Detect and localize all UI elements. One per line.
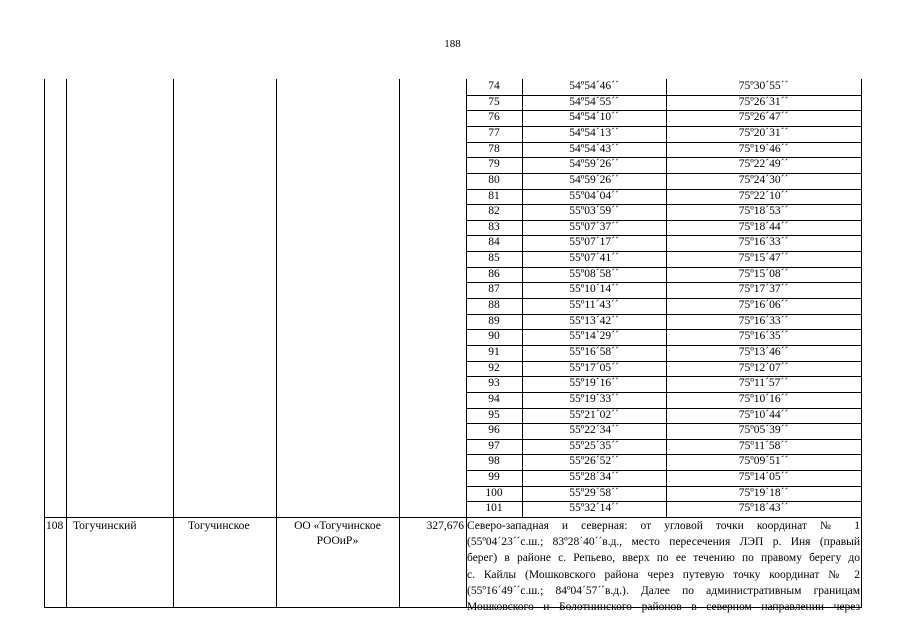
coordinate-number: 76	[488, 111, 500, 124]
longitude-value: 75º18´43´´	[738, 502, 789, 515]
area-value: 327,676	[426, 520, 464, 532]
description-line: с. Кайлы (Мошковского района через путевую точку координат № 2	[467, 568, 860, 581]
coordinate-row-separator	[466, 298, 861, 299]
coordinate-number: 86	[488, 267, 500, 280]
latitude-value: 55º22´34´´	[569, 424, 619, 437]
longitude-value: 75º11´57´´	[738, 377, 789, 390]
coordinate-number: 90	[488, 330, 500, 343]
longitude-value: 75º16´33´´	[738, 236, 789, 249]
boundary-description	[467, 518, 860, 615]
coordinate-row	[466, 470, 861, 486]
longitude-value: 75º12´07´´	[738, 361, 789, 374]
coordinate-row	[466, 173, 861, 189]
latitude-value: 55º17´05´´	[569, 361, 619, 374]
coordinate-row-separator	[466, 157, 861, 158]
coordinate-row	[466, 282, 861, 298]
coordinate-number: 88	[488, 299, 500, 311]
coordinate-row-separator	[466, 267, 861, 268]
coordinate-row-separator	[466, 408, 861, 409]
latitude-value: 55º03´59´´	[569, 205, 619, 218]
coordinate-row-separator	[466, 439, 861, 440]
organization-line-2: РООиР»	[316, 535, 359, 547]
longitude-value: 75º15´08´´	[738, 267, 789, 280]
coordinate-row	[466, 345, 861, 361]
latitude-value: 55º29´58´´	[569, 486, 619, 499]
latitude-value: 54º59´26´´	[569, 158, 619, 171]
coordinate-row-separator	[466, 486, 861, 487]
latitude-value: 55º08´58´´	[569, 267, 619, 280]
coordinate-number: 93	[488, 377, 500, 390]
coordinate-row	[466, 110, 861, 126]
column-divider	[173, 79, 174, 608]
latitude-value: 55º07´41´´	[569, 252, 619, 265]
coordinate-row	[466, 361, 861, 377]
longitude-value: 75º26´47´´	[738, 111, 789, 124]
coordinate-number: 96	[488, 424, 500, 437]
coordinate-number: 81	[488, 189, 500, 202]
longitude-value: 75º26´31´´	[738, 95, 789, 108]
latitude-value: 55º19´33´´	[569, 392, 619, 405]
coordinate-row-separator	[466, 95, 861, 96]
description-line: берег) в районе с. Репьево, вверх по ее течению по правому берегу до	[467, 552, 860, 565]
coordinate-number: 100	[485, 486, 503, 499]
description-line: (55º04´23´´с.ш.; 83º28´40´´в.д., место пересечения ЛЭП р. Иня (правый	[467, 536, 860, 549]
document-table	[44, 79, 861, 614]
hunting-ground-name: Тогучинское	[188, 520, 250, 532]
longitude-value: 75º18´44´´	[738, 220, 789, 233]
coordinate-row-separator	[466, 361, 861, 362]
coordinate-row	[466, 392, 861, 408]
coordinate-number: 79	[488, 158, 500, 171]
coordinate-row	[466, 439, 861, 455]
coordinate-row	[466, 95, 861, 111]
latitude-value: 54º54´46´´	[569, 80, 619, 92]
coordinate-number: 78	[488, 142, 500, 155]
coordinate-row	[466, 408, 861, 424]
coordinate-number: 89	[488, 314, 500, 327]
description-line: Мошковского и Болотнинского районов в северном направлении через	[467, 601, 860, 614]
coordinate-row-separator	[466, 392, 861, 393]
coordinate-number: 91	[488, 345, 500, 358]
coordinate-row	[466, 142, 861, 158]
coordinate-row-separator	[466, 282, 861, 283]
longitude-value: 75º18´53´´	[738, 205, 789, 218]
row-number: 108	[46, 520, 64, 532]
latitude-value: 55º32´14´´	[569, 502, 619, 515]
latitude-value: 55º28´34´´	[569, 471, 619, 484]
coordinate-row-separator	[466, 501, 861, 502]
coordinate-row-separator	[466, 314, 861, 315]
latitude-value: 54º54´55´´	[569, 95, 619, 108]
coordinate-number: 74	[488, 80, 500, 92]
coordinate-row	[466, 79, 861, 95]
latitude-value: 54º54´43´´	[569, 142, 619, 155]
coordinate-number: 84	[488, 236, 500, 249]
latitude-value: 55º07´17´´	[569, 236, 619, 249]
longitude-value: 75º24´30´´	[738, 173, 789, 186]
coordinate-row	[466, 454, 861, 470]
longitude-value: 75º16´35´´	[738, 330, 789, 343]
latitude-value: 55º21´02´´	[569, 408, 619, 421]
coordinate-row	[466, 423, 861, 439]
coordinate-row-separator	[466, 376, 861, 377]
longitude-value: 75º30´55´´	[738, 80, 789, 92]
coordinate-row-separator	[466, 345, 861, 346]
table-border-left	[44, 79, 45, 608]
coordinate-number: 98	[488, 455, 500, 468]
longitude-value: 75º09´51´´	[738, 455, 789, 468]
longitude-value: 75º10´44´´	[738, 408, 789, 421]
coordinate-row	[466, 220, 861, 236]
coordinate-row-separator	[466, 454, 861, 455]
longitude-value: 75º22´49´´	[738, 158, 789, 171]
latitude-value: 55º04´04´´	[569, 189, 619, 202]
coordinate-row	[466, 235, 861, 251]
latitude-value: 55º26´52´´	[569, 455, 619, 468]
coordinate-row-separator	[466, 470, 861, 471]
latitude-value: 55º25´35´´	[569, 439, 619, 452]
coordinate-row-separator	[466, 126, 861, 127]
coordinate-number: 95	[488, 408, 500, 421]
page-number: 188	[444, 38, 461, 50]
district-name: Тогучинский	[73, 520, 137, 532]
longitude-value: 75º16´06´´	[738, 299, 789, 311]
coordinate-number: 92	[488, 361, 500, 374]
coordinate-number: 87	[488, 283, 500, 296]
coordinate-row	[466, 501, 861, 517]
latitude-value: 54º54´13´´	[569, 126, 619, 139]
coordinate-number: 83	[488, 220, 500, 233]
latitude-value: 55º13´42´´	[569, 314, 619, 327]
latitude-value: 55º11´43´´	[569, 299, 619, 311]
coordinate-row	[466, 314, 861, 330]
longitude-value: 75º05´39´´	[738, 424, 789, 437]
coordinate-row	[466, 157, 861, 173]
coordinate-row-separator	[466, 220, 861, 221]
latitude-value: 55º19´16´´	[569, 377, 619, 390]
longitude-value: 75º15´47´´	[738, 252, 789, 265]
coordinate-row-separator	[466, 423, 861, 424]
coordinate-number: 99	[488, 471, 500, 484]
organization-name	[276, 519, 399, 549]
longitude-value: 75º10´16´´	[738, 392, 789, 405]
longitude-value: 75º19´18´´	[738, 486, 789, 499]
longitude-value: 75º16´33´´	[738, 314, 789, 327]
coordinate-number: 80	[488, 173, 500, 186]
coordinate-row-separator	[466, 142, 861, 143]
longitude-value: 75º22´10´´	[738, 189, 789, 202]
coordinate-row	[466, 267, 861, 283]
longitude-value: 75º11´58´´	[738, 439, 789, 452]
coordinate-number: 85	[488, 252, 500, 265]
description-line: Северо-западная и северная: от угловой точки координат № 1	[467, 520, 860, 532]
coordinate-number: 94	[488, 392, 500, 405]
latitude-value: 55º14´29´´	[569, 330, 619, 343]
coordinate-number: 75	[488, 95, 500, 108]
coordinate-row	[466, 298, 861, 314]
coordinate-number: 97	[488, 439, 500, 452]
coordinate-number: 82	[488, 205, 500, 218]
longitude-value: 75º14´05´´	[738, 471, 789, 484]
coordinate-row	[466, 251, 861, 267]
coordinate-row	[466, 204, 861, 220]
coordinate-row-separator	[466, 329, 861, 330]
coordinate-row	[466, 486, 861, 502]
organization-line-1: ОО «Тогучинское	[294, 520, 381, 532]
coordinate-row-separator	[466, 189, 861, 190]
coordinate-row	[466, 376, 861, 392]
coordinate-row-separator	[466, 173, 861, 174]
coordinate-number: 101	[485, 502, 503, 515]
coordinate-row	[466, 126, 861, 142]
latitude-value: 55º10´14´´	[569, 283, 619, 296]
longitude-value: 75º17´37´´	[738, 283, 789, 296]
latitude-value: 54º54´10´´	[569, 111, 619, 124]
table-border-right	[861, 79, 862, 608]
latitude-value: 54º59´26´´	[569, 173, 619, 186]
description-line: (55º16´49´´с.ш.; 84º04´57´´в.д.). Далее по административным границам	[467, 584, 860, 597]
column-divider	[66, 79, 67, 608]
coordinate-row	[466, 189, 861, 205]
latitude-value: 55º07´37´´	[569, 220, 619, 233]
longitude-value: 75º19´46´´	[738, 142, 789, 155]
coordinate-number: 77	[488, 126, 500, 139]
longitude-value: 75º13´46´´	[738, 345, 789, 358]
coordinate-row-separator	[466, 204, 861, 205]
latitude-value: 55º16´58´´	[569, 345, 619, 358]
coordinate-row	[466, 329, 861, 345]
longitude-value: 75º20´31´´	[738, 126, 789, 139]
coordinate-row-separator	[466, 251, 861, 252]
coordinate-row-separator	[466, 110, 861, 111]
coordinate-row-separator	[466, 235, 861, 236]
